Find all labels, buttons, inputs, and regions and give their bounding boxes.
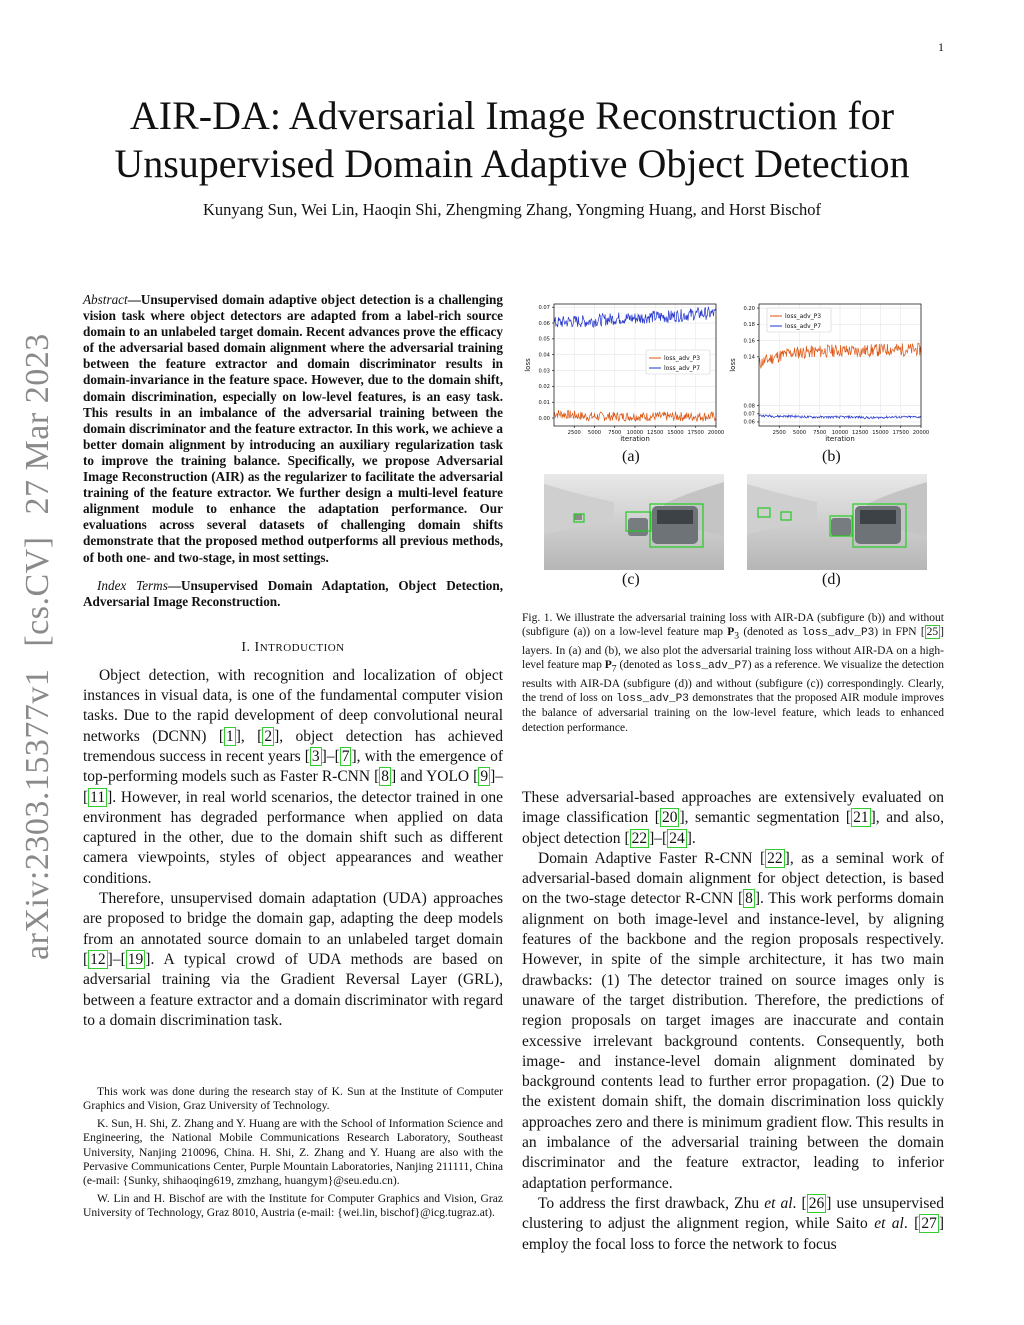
section-title-cap: I [254,639,260,655]
intro-paragraph-1: Object detection, with recognition and localization of object instances in visual data, is one of the fundamental computer vision tasks. Due to the rapid development of deep convolutional neural networks (DCNN) [ 1 ], [ 2 ], object detection has achieved tremendous success in recent years [ 3 ]–[ 7 ], with the emergence of top-performing models such as Faster R-CNN [ 8 ] and YOLO [ 9 ]–[ 11 ]. However, in real world scenarios, the detector trained in one environment has degraded performance when applied on data captured in the other, due to the domain shift such as different camera viewpoints, styles of object appearances and weather conditions. [83,666,504,887]
left-column [83,292,503,1031]
citation-link[interactable]: 19 [127,950,144,968]
citation-link[interactable]: 20 [661,809,678,827]
footnote-2: K. Sun, H. Shi, Z. Zhang and Y. Huang are with the School of Information Science and Engineering, the National Mobile Communications Research Laboratory, Southeast University, Nanjing 210096, China. H. Shi, Z. Zhang and Y. Huang are also with the Pervasive Communications Center, Purple Mountain Laboratories, Nanjing 211111, China (e-mail: {Sunky, shihaoqing619, zmzhang, huangym}@seu.edu.cn). [83,1116,503,1188]
citation-link[interactable]: 1 [225,727,234,745]
section-heading-introduction [83,640,503,656]
y-tick-label: 0.02 [538,384,550,391]
x-tick-label: 7500 [608,430,622,436]
detection-image-c [544,474,724,570]
page-number: 1 [938,40,944,54]
x-tick-label: 15000 [872,430,889,436]
citation-link[interactable]: 9 [480,768,489,786]
citation-link[interactable]: 22 [767,849,783,867]
y-tick-label: 0.05 [538,336,550,343]
right-paragraph-2: Domain Adaptive Faster R-CNN [ 22 ], as a seminal work of adversarial-based domain alignment for object detection, is based on the two-stage detector R-CNN [ 8 ]. This work performs domain alignment on both image-level and instance-level, by aligning features of the backbone and the region proposals respectively. However, in spite of the simple architecture, it has two main drawbacks: (1) The detector trained on source images only is unaware of the target distribution. Therefore, the predictions of region proposals on target images are inaccurate and contain excessive irrelevant background contents. Consequently, both image- and instance-level domain alignment dominated by background contents lead to further error propagation. (2) Due to the existent domain shift, the domain discrimination loss quickly approaches zero and there is minimum gradient flow. This results in an imbalance of the adversarial training between the domain discriminator and the feature extractor, leading to inferior adaptation performance. [522,849,944,1192]
arxiv-stamp [18,333,58,960]
y-tick-label: 0.00 [538,415,550,422]
citation-link[interactable]: 27 [921,1215,937,1233]
x-tick-label: 17500 [687,430,705,436]
x-tick-label: 10000 [626,430,644,436]
citation-link[interactable]: 8 [745,890,753,908]
right-paragraph-3: To address the first drawback, Zhu et al. [ 26 ] use unsupervised clustering to adjust the alignment region, while Saito et al. [ 27 ] employ the focal loss to force the network to focus [522,1194,945,1253]
y-axis-label: loss [524,358,532,372]
x-axis-label: iteration [620,435,650,443]
intro-paragraph-2: Therefore, unsupervised domain adaptation (UDA) approaches are proposed to bridge the domain gap, adapting the deep models from an annotated source domain to an unlabeled target domain [ 12 ]–[ 19 ]. A typical crowd of UDA methods are based on adversarial training via the Gradient Reversal Layer (GRL), between a feature extractor and a domain discriminator with regard to a domain discrimination task. [83,890,503,1029]
x-tick-label: 5000 [792,430,807,436]
x-tick-label: 12500 [646,430,664,436]
x-axis-label: iteration [825,435,855,443]
citation-link[interactable]: 21 [853,809,869,827]
y-tick-label: 0.07 [743,411,755,418]
legend-entry: loss_adv_P7 [785,323,822,330]
section-number: I. [241,639,251,655]
figure-caption: Fig. 1. We illustrate the adversarial training loss with AIR-DA (subfigure (b)) and without (subfigure (a)) on a low-level feature map $P_3$ (denoted as loss_adv_P3) in FPN [ 25 ] layers. In (a) and (b), we also plot the adversarial training loss without AIR-DA on a high-level feature map $P_7$ (denoted as loss_adv_P7) as a reference. We visualize the detection results with AIR-DA (subfigure (d)) and without (subfigure (c)) correspondingly. Clearly, the trend of loss on loss_adv_P3 demonstrates that the proposed AIR module improves the balance of adversarial training on the low-level feature, which leads to enhanced detection performance. [522,612,944,734]
x-tick-label: 2500 [567,430,581,436]
intro-body [83,666,503,1031]
subfigure-label-d: (d) [822,571,841,588]
legend-entry: loss_adv_P3 [664,355,701,362]
x-tick-label: 7500 [813,430,827,436]
arxiv-id: arXiv:2303.15377v1 [19,668,56,960]
x-tick-label: 20000 [707,430,725,436]
abstract-text: —Unsupervised domain adaptive object detection is a challenging vision task where object detectors are adapted from a label-rich source domain to an unlabeled target domain. Recent advances prove the efficacy of the adversarial based domain alignment where the adversarial training between the feature extractor and domain discriminator results in domain-invariance in the feature space. However, due to the domain shift, domain discrimination, especially on low-level features, is an easy task. This results in an imbalance of the adversarial training between the domain discriminator and the feature extractor. In this work, we achieve a better domain alignment by introducing an auxiliary regularization task to improve the training balance. Specifically, we propose Adversarial Image Reconstruction (AIR) as the regularizer to facilitate the adversarial training of the feature extractor. We further design a multi-level feature alignment module to enhance the adaptation performance. Our evaluations across several datasets of challenging domain shifts demonstrate that the proposed method outperforms all previous methods, of both one- and two-stage, in most settings. [83,292,503,565]
legend-entry: loss_adv_P7 [664,365,701,372]
y-tick-label: 0.03 [538,368,550,375]
x-tick-label: 10000 [831,430,849,436]
loss-chart-b [727,298,930,450]
citation-link[interactable]: 7 [341,747,350,765]
x-tick-label: 2500 [772,430,786,436]
legend-entry: loss_adv_P3 [785,313,822,320]
subfigure-label-a: (a) [622,448,640,465]
loss-chart-a [522,298,725,450]
footnote-1: This work was done during the research stay of K. Sun at the Institute of Computer Graphics and Vision, Graz University of Technology. [83,1085,503,1113]
arxiv-date: 27 Mar 2023 [19,333,56,515]
right-paragraph-1: These adversarial-based approaches are extensively evaluated on image classification [ 20 ], semantic segmentation [ 21 ], and also, object detection [ 22 ]–[ 24 ]. [522,789,944,847]
x-tick-label: 5000 [587,430,602,436]
right-column-body [522,788,944,1255]
citation-link[interactable]: 25 [926,626,939,639]
index-terms-text: —Unsupervised Domain Adaptation, Object Detection, Adversarial Image Reconstruction. [83,577,503,609]
footnote-3: W. Lin and H. Bischof are with the Institute for Computer Graphics and Vision, Graz University of Technology, Graz 8010, Austria (e-mail: {wei.lin, bischof}@icg.tugraz.at). [83,1191,503,1220]
arxiv-category: [cs.CV] [19,536,56,647]
citation-link[interactable]: 3 [311,747,320,765]
y-tick-label: 0.06 [538,320,550,327]
author-list: Kunyang Sun, Wei Lin, Haoqin Shi, Zhengming Zhang, Yongming Huang, and Horst Bischof [202,200,821,219]
index-terms-label: Index Terms [97,577,168,593]
y-tick-label: 0.20 [743,305,755,312]
y-tick-label: 0.06 [743,419,755,426]
paper-title [80,92,944,188]
citation-link[interactable]: 8 [381,768,390,786]
citation-link[interactable]: 26 [808,1194,825,1212]
y-tick-label: 0.16 [743,338,755,345]
x-tick-label: 20000 [912,430,930,436]
citation-link[interactable]: 11 [90,788,106,806]
x-tick-label: 15000 [667,430,684,436]
y-axis-label: loss [729,358,737,372]
x-tick-label: 17500 [892,430,910,436]
subfigure-label-c: (c) [622,571,640,588]
y-tick-label: 0.18 [743,322,755,329]
citation-link[interactable]: 12 [90,950,106,968]
y-tick-label: 0.04 [538,352,550,359]
x-tick-label: 12500 [851,430,869,436]
index-terms [83,578,503,610]
y-tick-label: 0.01 [538,400,550,407]
citation-link[interactable]: 24 [669,829,685,847]
abstract-label: Abstract [83,292,128,307]
footnotes [83,1085,503,1224]
title-line-2: Unsupervised Domain Adaptive Object Detection [114,141,910,186]
citation-link[interactable]: 2 [264,727,273,745]
subfigure-label-b: (b) [822,448,841,465]
y-tick-label: 0.08 [743,403,755,410]
y-tick-label: 0.14 [743,354,755,361]
citation-link[interactable]: 22 [631,829,648,847]
abstract [83,292,503,566]
y-tick-label: 0.07 [538,304,550,311]
section-title-rest: NTRODUCTION [259,641,345,654]
detection-image-d [747,474,927,570]
title-line-1: AIR-DA: Adversarial Image Reconstruction for [129,93,895,138]
